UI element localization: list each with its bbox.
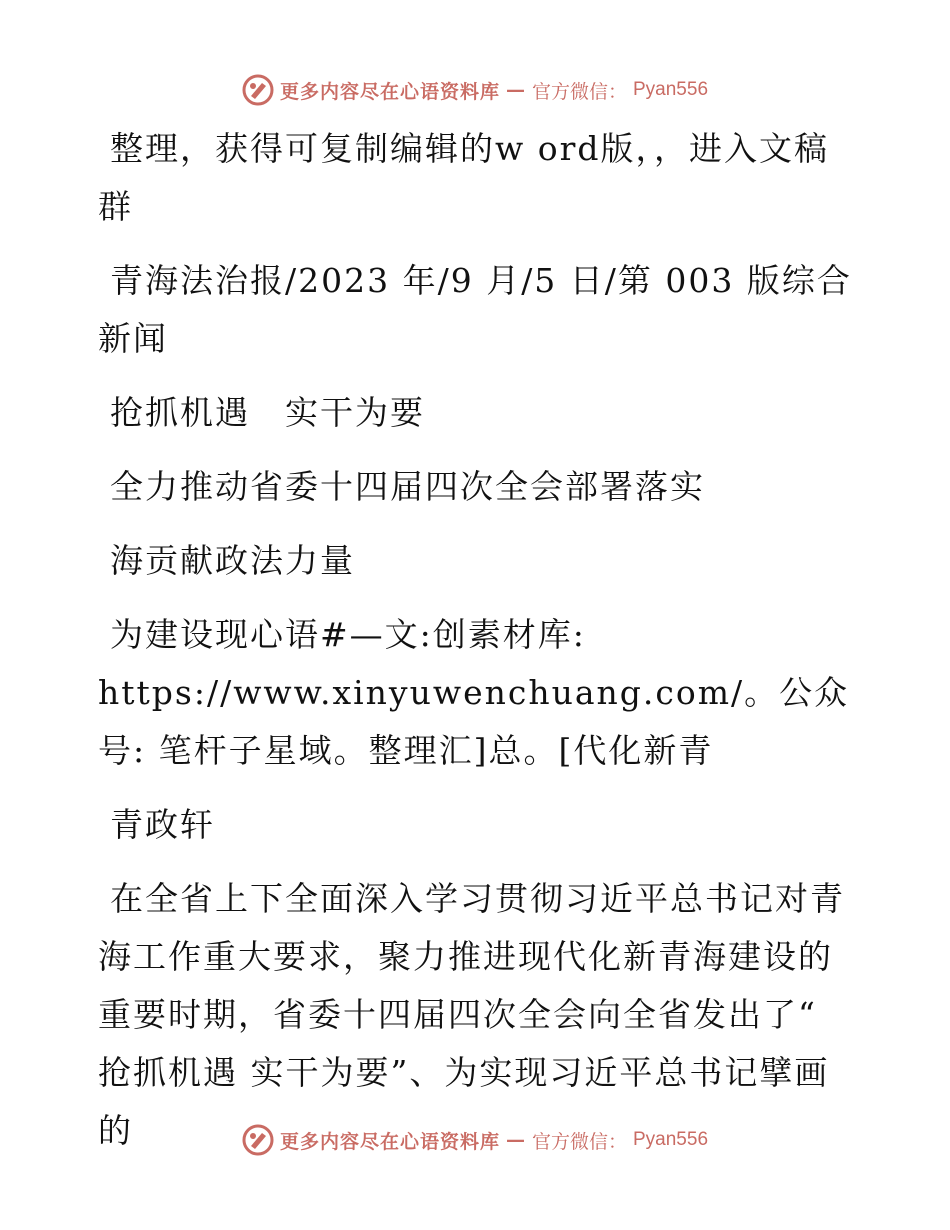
banner-text: 更多内容尽在心语资料库 xyxy=(279,80,500,103)
headline-sub: 海贡献政法力量 xyxy=(110,541,355,580)
author-line: 青政轩 xyxy=(110,805,215,844)
document-body xyxy=(98,120,858,1176)
body-paragraph: 在全省上下全面深入学习贯彻习近平总书记对青海工作重大要求，聚力推进现代化新青海建设的重要时期，省委十四届四次全会向全省发出了“ 抢抓机遇 实干为要”、为实现习近平总书记擘画的 xyxy=(98,879,845,1150)
banner-dash: — xyxy=(505,79,526,101)
logo-icon xyxy=(242,1124,274,1156)
banner-dash: — xyxy=(505,1129,526,1151)
watermark-line: 为建设现心语#—文:创素材库: https://www.xinyuwenchuang.com/。公众号: 笔杆子星域。整理汇]总。[代化新青 xyxy=(98,615,850,770)
logo-icon xyxy=(242,74,274,106)
banner-wechat-id: Pyan556 xyxy=(633,79,709,100)
header-watermark-banner xyxy=(0,70,950,110)
intro-note: 整理，获得可复制编辑的w ord版，，进入文稿群 xyxy=(98,129,830,226)
footer-watermark-banner xyxy=(0,1120,950,1160)
banner-wechat-id: Pyan556 xyxy=(633,1129,709,1150)
banner-wechat-label: 官方微信： xyxy=(531,1130,627,1153)
banner-wechat-label: 官方微信： xyxy=(531,80,627,103)
headline-slogan: 抢抓机遇 实干为要 xyxy=(110,393,425,432)
headline-main: 全力推动省委十四届四次全会部署落实 xyxy=(110,467,705,506)
banner-text: 更多内容尽在心语资料库 xyxy=(279,1130,500,1153)
source-line: 青海法治报/2023 年/9 月/5 日/第 003 版综合新闻 xyxy=(98,261,852,358)
